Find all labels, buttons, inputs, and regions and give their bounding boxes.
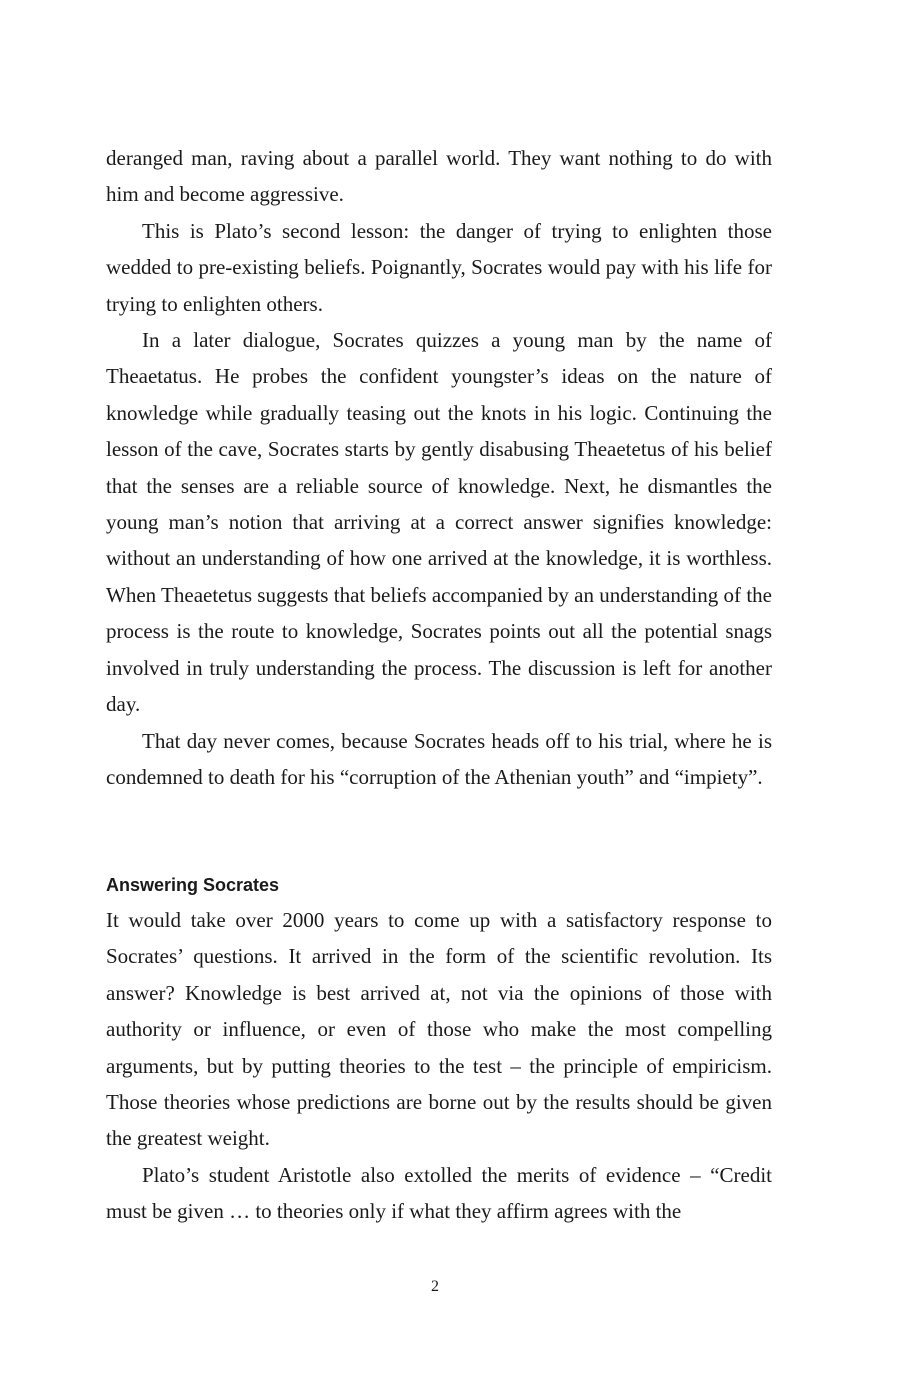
paragraph-platos-second-lesson: This is Plato’s second lesson: the danger of trying to enlighten those wedded to pre-existing beliefs. Poignantly, Socrates would pay with his life for trying to enlighten others. — [106, 218, 772, 316]
paragraph-continuation: deranged man, raving about a parallel world. They want nothing to do with him and become aggressive. — [106, 146, 772, 207]
paragraph-socrates-trial: That day never comes, because Socrates heads off to his trial, where he is condemned to death for his “corruption of the Athenian youth” and “impiety”. — [106, 728, 772, 789]
paragraph-scientific-revolution: It would take over 2000 years to come up with a satisfactory response to Socrates’ questions. It arrived in the form of the scientific revolution. Its answer? Knowledge is best arrived at, not via the opinions of those with authority or influence, or even of those who make the most compelling arguments, but by putting theories to the test – the principle of empiricism. Those theories whose predictions are borne out by the results should be given the greatest weight. — [106, 908, 772, 1151]
paragraph-theaetetus-dialogue: In a later dialogue, Socrates quizzes a young man by the name of Theaetatus. He probes the confident youngster’s ideas on the nature of knowledge while gradually teasing out the knots in his logic. Continuing the lesson of the cave, Socrates starts by gently disabusing Theaetetus of his belief that the senses are a reliable source of knowledge. Next, he dismantles the young man’s notion that arriving at a correct answer signifies knowledge: without an understanding of how one arrived at the knowledge, it is worthless. When Theaetetus suggests that beliefs accompanied by an understanding of the process is the route to knowledge, Socrates points out all the potential snags involved in truly understanding the process. The discussion is left for another day. — [106, 328, 772, 717]
body-text-bottom — [106, 902, 772, 1230]
section-heading: Answering Socrates — [106, 875, 280, 895]
page-number: 2 — [431, 1278, 439, 1295]
paragraph-aristotle: Plato’s student Aristotle also extolled the merits of evidence – “Credit must be given … to theories only if what they affirm agrees with the — [106, 1162, 772, 1224]
body-text-top — [106, 140, 772, 795]
